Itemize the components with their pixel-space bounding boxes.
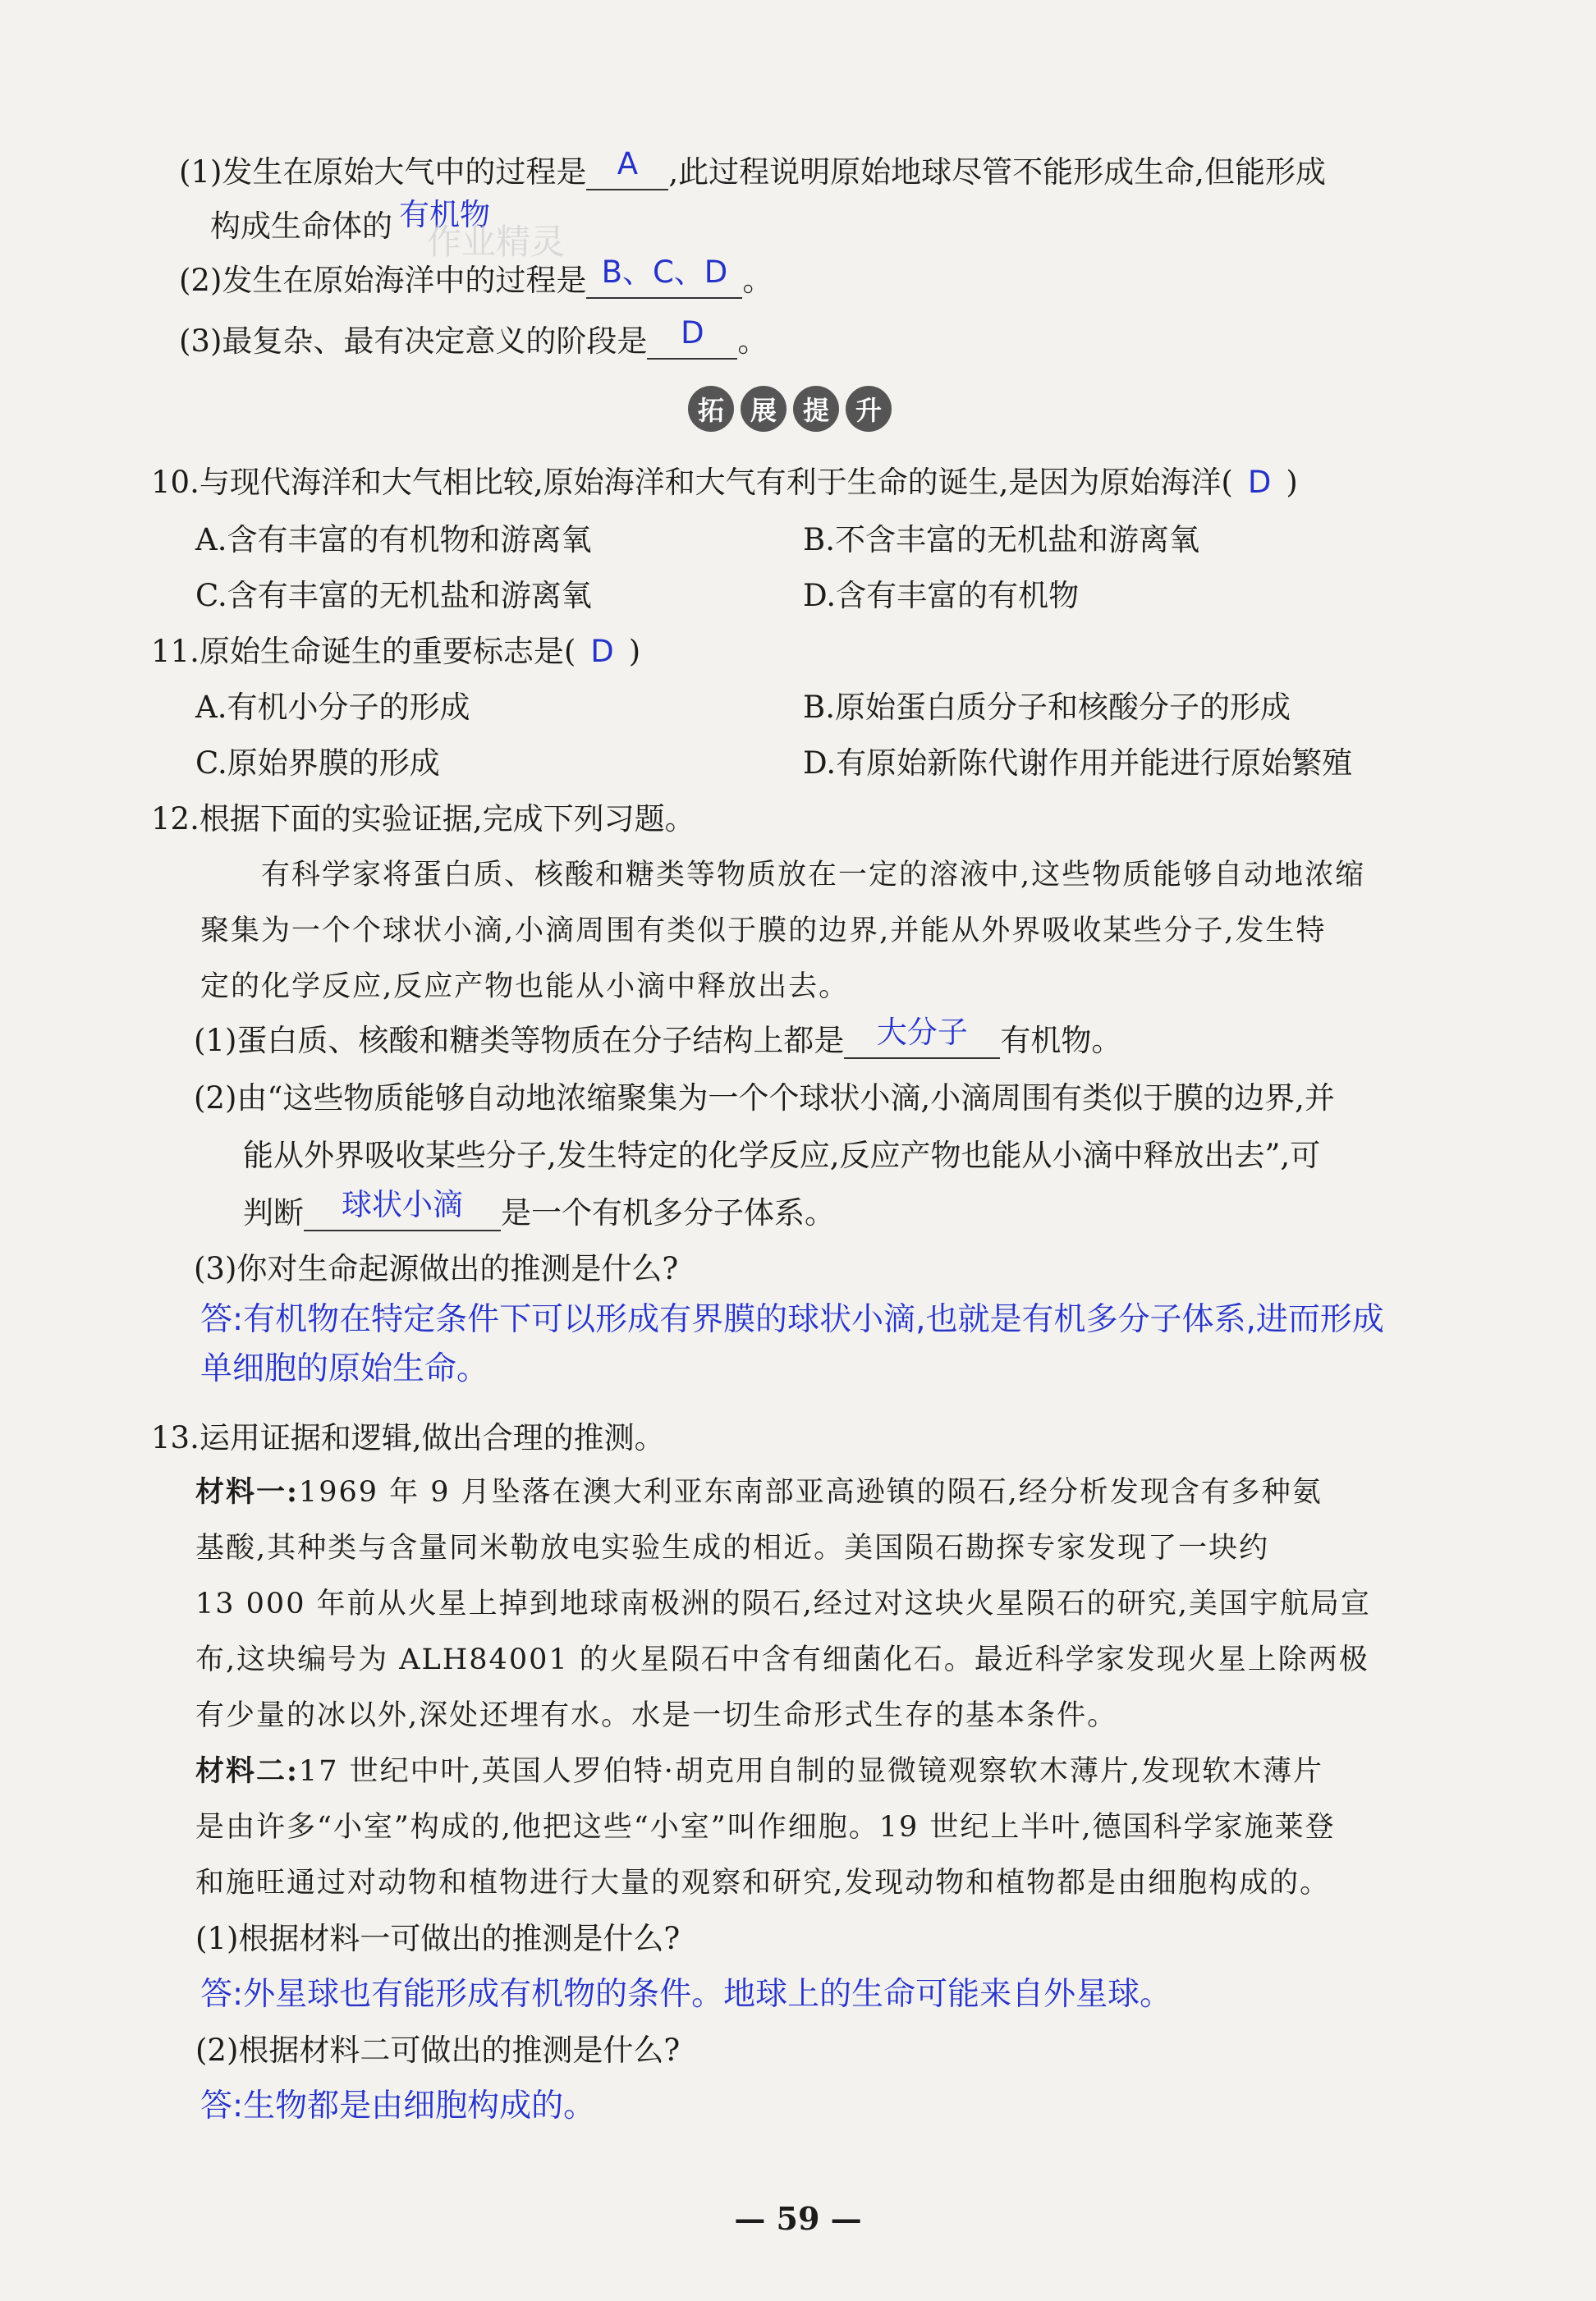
q13-sub-1: (1)根据材料一可做出的推测是什么? <box>195 1921 681 1956</box>
q13-material-1-line-5: 有少量的冰以外,深处还埋有水。水是一切生命形式生存的基本条件。 <box>195 1699 1118 1732</box>
q13-material-1-line-4: 布,这块编号为 ALH84001 的火星陨石中含有细菌化石。最近科学家发现火星上除两极 <box>195 1643 1369 1676</box>
q13-material-1-line-1: 材料一:1969 年 9 月坠落在澳大利亚东南部亚高逊镇的陨石,经分析发现含有多种氨 <box>195 1475 1323 1509</box>
q12-sub-3: (3)你对生命起源做出的推测是什么? <box>194 1251 679 1286</box>
section-char-4: 升 <box>846 386 892 432</box>
q10-option-d: D.含有丰富的有机物 <box>803 578 1080 613</box>
q13-material-2-line-2: 是由许多“小室”构成的,他把这些“小室”叫作细胞。19 世纪上半叶,德国科学家施莱登 <box>195 1811 1336 1844</box>
q10-stem: 10.与现代海洋和大气相比较,原始海洋和大气有利于生命的诞生,是因为原始海洋( D ) <box>151 465 1298 500</box>
q11-option-b: B.原始蛋白质分子和核酸分子的形成 <box>803 690 1291 725</box>
q12-stem: 12.根据下面的实验证据,完成下列习题。 <box>151 801 695 837</box>
q9-blank-1: A <box>586 153 668 190</box>
q12-sub-1: (1)蛋白质、核酸和糖类等物质在分子结构上都是 大分子 有机物。 <box>194 1015 1122 1058</box>
q12-sub-2-line-2: 能从外界吸收某些分子,发生特定的化学反应,反应产物也能从小滴中释放出去”,可 <box>243 1138 1321 1173</box>
q10-option-c: C.含有丰富的无机盐和游离氧 <box>195 578 592 613</box>
section-char-3: 提 <box>793 386 839 432</box>
q12-para-3: 定的化学反应,反应产物也能从小滴中释放出去。 <box>200 970 850 1003</box>
q10-option-b: B.不含丰富的无机盐和游离氧 <box>803 522 1199 557</box>
q13-stem: 13.运用证据和逻辑,做出合理的推测。 <box>151 1420 665 1455</box>
q12-blank-1: 大分子 <box>844 1021 1000 1059</box>
q9-blank-2: B、C、D <box>586 261 742 299</box>
page-number: — 59 — <box>734 2200 862 2237</box>
q12-para-1: 有科学家将蛋白质、核酸和糖类等物质放在一定的溶液中,这些物质能够自动地浓缩 <box>261 859 1366 892</box>
q12-sub-2-line-1: (2)由“这些物质能够自动地浓缩聚集为一个个球状小滴,小滴周围有类似于膜的边界,并 <box>194 1080 1335 1116</box>
q12-blank-2: 球状小滴 <box>304 1194 501 1231</box>
q12-answer-line-2: 单细胞的原始生命。 <box>200 1350 489 1387</box>
q13-answer-1: 答:外星球也有能形成有机物的条件。地球上的生命可能来自外星球。 <box>200 1976 1172 2013</box>
q13-material-2-line-3: 和施旺通过对动物和植物进行大量的观察和研究,发现动物和植物都是由细胞构成的。 <box>195 1867 1331 1900</box>
q9-line-1: (1)发生在原始大气中的过程是 A ,此过程说明原始地球尽管不能形成生命,但能形成 <box>179 146 1326 190</box>
q11-option-a: A.有机小分子的形成 <box>195 690 470 725</box>
q12-para-2: 聚集为一个个球状小滴,小滴周围有类似于膜的边界,并能从外界吸收某些分子,发生特 <box>200 914 1327 947</box>
section-char-2: 展 <box>741 386 787 432</box>
q11-stem: 11.原始生命诞生的重要标志是( D ) <box>151 634 641 669</box>
q11-option-d: D.有原始新陈代谢作用并能进行原始繁殖 <box>803 745 1353 781</box>
q9-blank-3: D <box>647 322 737 360</box>
q13-sub-2: (2)根据材料二可做出的推测是什么? <box>195 2033 681 2068</box>
q11-option-c: C.原始界膜的形成 <box>195 745 440 781</box>
q13-material-2-line-1: 材料二:17 世纪中叶,英国人罗伯特·胡克用自制的显微镜观察软木薄片,发现软木薄片 <box>195 1754 1323 1788</box>
section-header-extension <box>688 386 892 432</box>
q9-line-2: 构成生命体的 有机物 <box>210 197 490 244</box>
q9-line-4: (3)最复杂、最有决定意义的阶段是 D 。 <box>179 315 768 359</box>
q12-sub-2-line-3: 判断 球状小滴 是一个有机多分子体系。 <box>243 1187 835 1231</box>
watermark: 作业精灵 <box>427 222 566 262</box>
q12-answer-line-1: 答:有机物在特定条件下可以形成有界膜的球状小滴,也就是有机多分子体系,进而形成 <box>200 1301 1384 1338</box>
q13-material-1-line-3: 13 000 年前从火星上掉到地球南极洲的陨石,经过对这块火星陨石的研究,美国宇航局宣 <box>195 1588 1371 1620</box>
q10-option-a: A.含有丰富的有机物和游离氧 <box>195 522 592 557</box>
q13-material-1-line-2: 基酸,其种类与含量同米勒放电实验生成的相近。美国陨石勘探专家发现了一块约 <box>195 1532 1270 1565</box>
q13-answer-2: 答:生物都是由细胞构成的。 <box>200 2088 596 2125</box>
section-char-1: 拓 <box>688 386 734 432</box>
q9-line-3: (2)发生在原始海洋中的过程是 B、C、D 。 <box>179 254 773 298</box>
